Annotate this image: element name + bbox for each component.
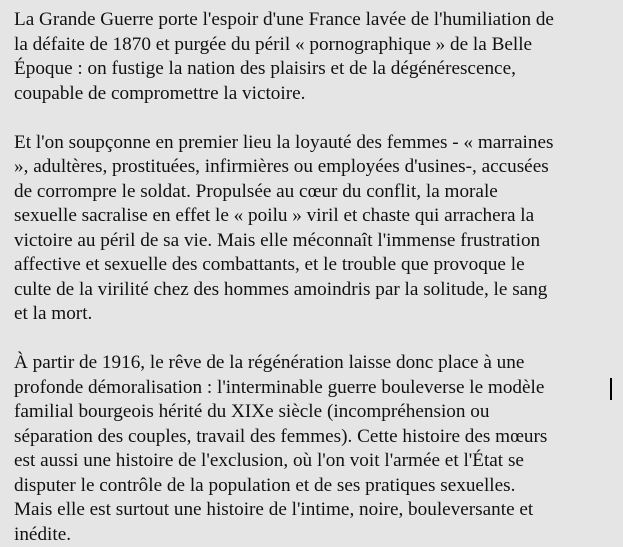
text-line: familial bourgeois hérité du XIXe siècle (incompréhension ou: [14, 401, 490, 422]
text-area[interactable]: [14, 8, 614, 547]
text-line: », adultères, prostituées, infirmières ou employées d'usines-, accusées: [14, 156, 549, 177]
text-line: profonde démoralisation : l'interminable guerre bouleverse le modèle: [14, 376, 545, 398]
paragraph-3: [14, 351, 614, 547]
text-line: et la mort.: [14, 303, 93, 324]
text-line: victoire au péril de sa vie. Mais elle méconnaît l'immense frustration: [14, 229, 541, 251]
text-line: la défaite de 1870 et purgée du péril « pornographique » de la Belle: [14, 33, 533, 55]
text-line: affective et sexuelle des combattants, et le trouble que provoque le: [14, 254, 525, 275]
text-line: culte de la virilité chez des hommes amoindris par la solitude, le sang: [14, 278, 548, 300]
text-line: Mais elle est surtout une histoire de l'intime, noire, bouleversante et: [14, 499, 534, 520]
text-line: coupable de compromettre la victoire.: [14, 82, 306, 104]
text-line: À partir de 1916, le rêve de la régénération laisse donc place à une: [14, 352, 525, 373]
paragraph-1: [14, 8, 614, 106]
text-line: disputer le contrôle de la population et de ses pratiques sexuelles.: [14, 474, 516, 496]
text-line: sexuelle sacralise en effet le « poilu » viril et chaste qui arrachera la: [14, 205, 535, 226]
text-line: est aussi une histoire de l'exclusion, où l'on voit l'armée et l'État se: [14, 450, 524, 471]
text-cursor: [610, 378, 612, 400]
text-line: Époque : on fustige la nation des plaisirs et de la dégénérescence,: [14, 58, 516, 79]
text-line: séparation des couples, travail des femmes). Cette histoire des mœurs: [14, 425, 548, 447]
text-line: inédite.: [14, 523, 72, 545]
text-line: de corrompre le soldat. Propulsée au cœur du conflit, la morale: [14, 180, 498, 202]
paragraph-2: [14, 131, 614, 327]
text-line: Et l'on soupçonne en premier lieu la loyauté des femmes - « marraines: [14, 131, 554, 153]
text-line: La Grande Guerre porte l'espoir d'une France lavée de l'humiliation de: [14, 9, 554, 30]
